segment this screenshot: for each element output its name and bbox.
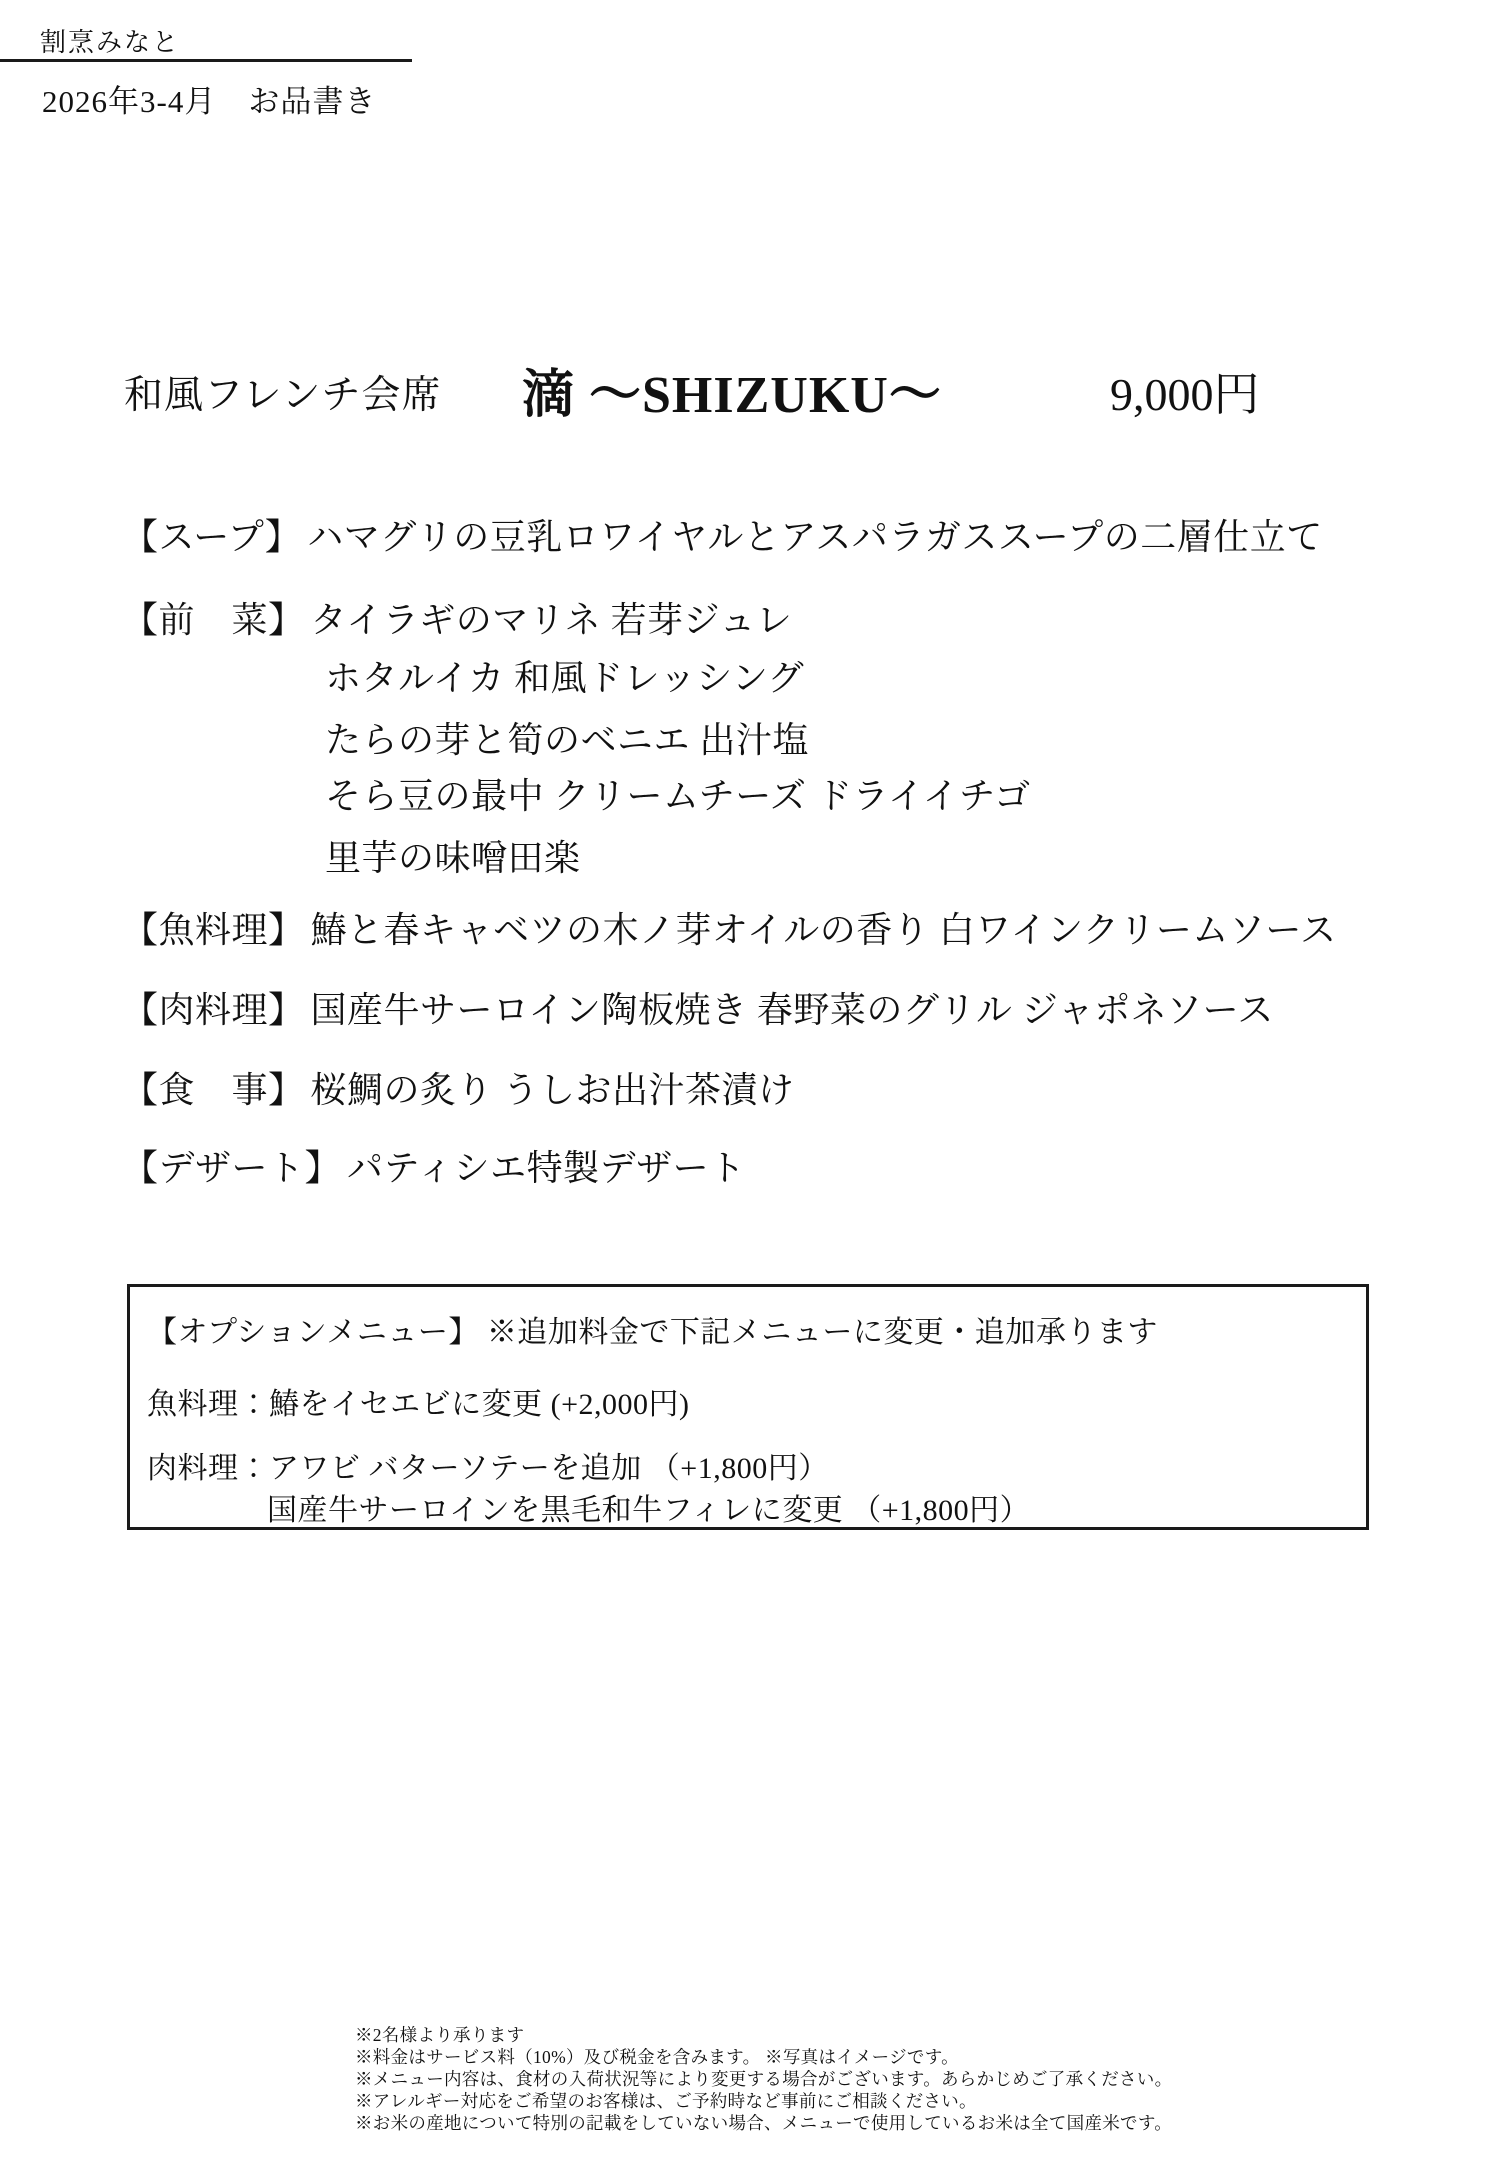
footer-notes: [355, 2024, 1172, 2134]
menu-label-dessert: 【デザート】: [122, 1148, 342, 1188]
menu-row-rice: [122, 1062, 795, 1113]
note-line: ※メニュー内容は、食材の入荷状況等により変更する場合がございます。あらかじめご了承ください。: [355, 2069, 1173, 2089]
menu-label-soup: 【スープ】: [122, 517, 302, 557]
note-line: ※料金はサービス料（10%）及び税金を含みます。 ※写真はイメージです。: [355, 2047, 959, 2067]
menu-text: タイラギのマリネ 若芽ジュレ: [310, 600, 793, 640]
course-name: 滴 ～SHIZUKU～: [522, 367, 942, 424]
issue-title: 2026年3-4月 お品書き: [42, 84, 377, 119]
menu-text: 国産牛サーロイン陶板焼き 春野菜のグリル ジャポネソース: [310, 990, 1274, 1030]
menu-text: ハマグリの豆乳ロワイヤルとアスパラガススープの二層仕立て: [307, 517, 1323, 557]
menu-label-fish: 【魚料理】: [122, 910, 305, 950]
menu-row-dessert: [122, 1140, 746, 1191]
menu-row-soup: [122, 509, 1323, 560]
header-divider: [0, 59, 412, 62]
option-menu-box: [127, 1284, 1369, 1530]
menu-text: パティシエ特製デザート: [347, 1148, 746, 1188]
note-line: ※お米の産地について特別の記載をしていない場合、メニューで使用しているお米は全て国産米です。: [355, 2113, 1173, 2133]
restaurant-name: 割烹みなと: [40, 28, 181, 57]
option-item-meat: 肉料理：アワビ バターソテーを追加 （+1,800円）: [147, 1452, 829, 1485]
menu-label-rice: 【食 事】: [122, 1070, 305, 1110]
menu-row-appetizer-5: 里芋の味噌田楽: [325, 838, 581, 878]
menu-row-meat: [122, 982, 1274, 1033]
menu-text: 桜鯛の炙り うしお出汁茶漬け: [310, 1070, 795, 1110]
note-line: ※アレルギー対応をご希望のお客様は、ご予約時など事前にご相談ください。: [355, 2091, 977, 2111]
note-line: ※2名様より承ります: [355, 2025, 525, 2045]
menu-row-appetizer-2: ホタルイカ 和風ドレッシング: [325, 658, 805, 698]
menu-row-appetizer: [122, 592, 792, 643]
menu-row-appetizer-3: たらの芽と筍のベニエ 出汁塩: [325, 720, 810, 760]
menu-label-appetizer: 【前 菜】: [122, 600, 305, 640]
option-item-meat-2: 国産牛サーロインを黒毛和牛フィレに変更 （+1,800円）: [267, 1494, 1031, 1527]
menu-label-meat: 【肉料理】: [122, 990, 305, 1030]
option-item-fish: 魚料理：鰆をイセエビに変更 (+2,000円): [147, 1388, 690, 1421]
menu-row-appetizer-4: そら豆の最中 クリームチーズ ドライイチゴ: [325, 776, 1031, 816]
menu-text: 鰆と春キャベツの木ノ芽オイルの香り 白ワインクリームソース: [310, 910, 1337, 950]
option-box-header: 【オプションメニュー】 ※追加料金で下記メニューに変更・追加承ります: [147, 1316, 1158, 1349]
course-price: 9,000円: [1110, 369, 1260, 420]
course-type: 和風フレンチ会席: [124, 374, 442, 417]
menu-row-fish: [122, 902, 1337, 953]
